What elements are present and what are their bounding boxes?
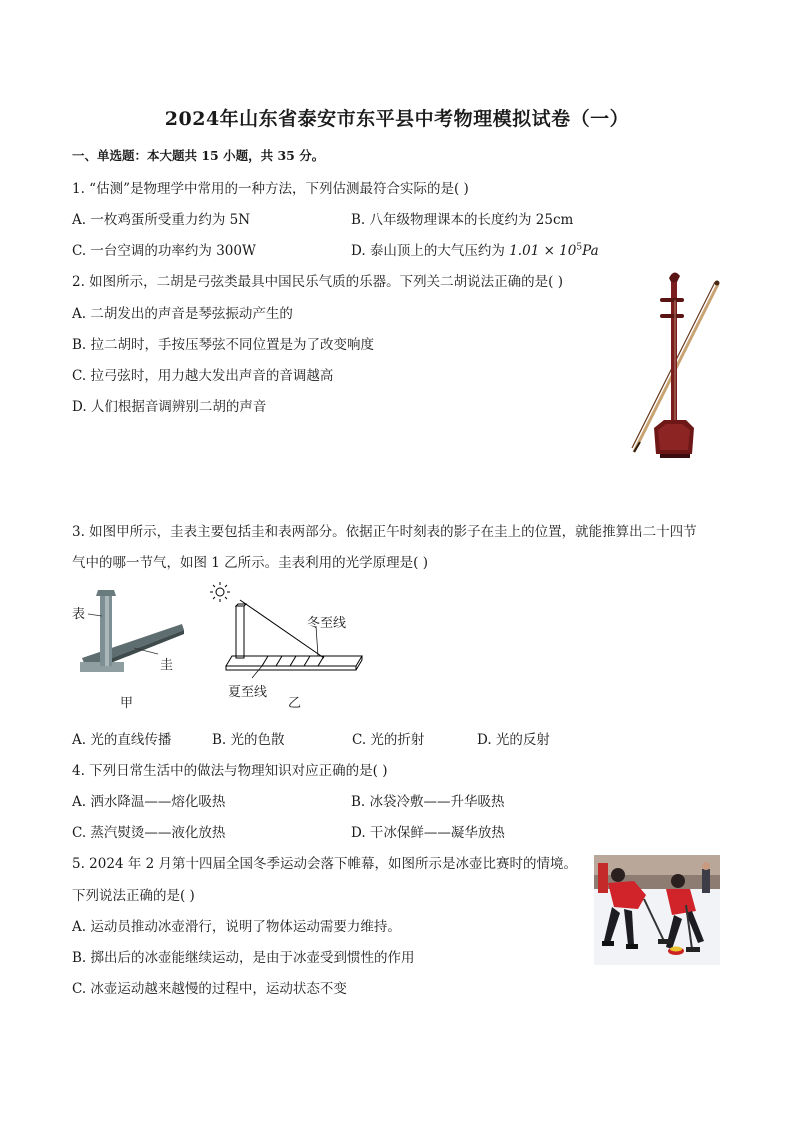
fig-label-biao: 表: [72, 607, 86, 622]
fig-label-dongzhi: 冬至线: [307, 616, 347, 631]
q2-option-d: D. 人们根据音调辨别二胡的声音: [72, 399, 267, 415]
section-heading-single-choice: 一、单选题：本大题共 15 小题，共 35 分。: [72, 148, 325, 163]
q3-option-d: D. 光的反射: [477, 732, 550, 748]
q2-stem: 2. 如图所示，二胡是弓弦类最具中国民乐气质的乐器。下列关二胡说法正确的是( ): [72, 274, 563, 290]
q4-option-a: A. 洒水降温——熔化吸热: [72, 794, 226, 810]
fig-label-jia: 甲: [120, 696, 134, 711]
q1-stem: 1. “估测”是物理学中常用的一种方法，下列估测最符合实际的是( ): [72, 181, 469, 197]
curling-photo: [594, 855, 720, 965]
q1-option-d: [351, 239, 599, 259]
q4-option-b: B. 冰袋冷敷——升华吸热: [351, 794, 505, 810]
q5-stem-line2: 下列说法正确的是( ): [72, 888, 195, 904]
erhu-image: [620, 270, 730, 460]
q1-option-d-unit: Pa: [582, 243, 599, 259]
q5-option-c: C. 冰壶运动越来越慢的过程中，运动状态不变: [72, 981, 347, 997]
q2-option-b: B. 拉二胡时，手按压琴弦不同位置是为了改变响度: [72, 337, 375, 353]
q3-option-c: C. 光的折射: [352, 732, 425, 748]
q3-stem-line1: 3. 如图甲所示，圭表主要包括圭和表两部分。依据正午时刻表的影子在圭上的位置，就能推算出二十四节: [72, 524, 697, 540]
q5-stem-line1: 5. 2024 年 2 月第十四届全国冬季运动会落下帷幕，如图所示是冰壶比赛时的情境。: [72, 856, 577, 872]
exam-title: 2024年山东省泰安市东平县中考物理模拟试卷（一）: [164, 108, 630, 130]
q5-option-b: B. 掷出后的冰壶能继续运动，是由于冰壶受到惯性的作用: [72, 950, 415, 966]
q2-option-a: A. 二胡发出的声音是琴弦振动产生的: [72, 306, 293, 322]
q3-option-a: A. 光的直线传播: [72, 732, 172, 748]
fig-label-yi: 乙: [288, 696, 302, 711]
q3-option-b: B. 光的色散: [212, 732, 285, 748]
q4-option-c: C. 蒸汽熨烫——液化放热: [72, 825, 226, 841]
fig-label-xiazhi: 夏至线: [228, 685, 268, 700]
q1-option-b: B. 八年级物理课本的长度约为 25cm: [351, 212, 574, 228]
fig-label-gui: 圭: [160, 658, 174, 673]
q2-option-c: C. 拉弓弦时，用力越大发出声音的音调越高: [72, 368, 334, 384]
q4-option-d: D. 干冰保鲜——凝华放热: [351, 825, 505, 841]
q1-option-d-value: 1.01 × 10: [509, 243, 577, 259]
q5-option-a: A. 运动员推动冰壶滑行，说明了物体运动需要力维持。: [72, 919, 401, 935]
q1-option-d-exponent: 5: [576, 242, 583, 253]
q1-option-d-text: D. 泰山顶上的大气压约为: [351, 243, 510, 259]
q4-stem: 4. 下列日常生活中的做法与物理知识对应正确的是( ): [72, 763, 388, 779]
q1-option-c: C. 一台空调的功率约为 300W: [72, 243, 256, 259]
q1-option-a: A. 一枚鸡蛋所受重力约为 5N: [72, 212, 251, 228]
q3-stem-line2: 气中的哪一节气，如图 1 乙所示。圭表利用的光学原理是( ): [72, 555, 428, 571]
sun-icon: [210, 582, 230, 602]
